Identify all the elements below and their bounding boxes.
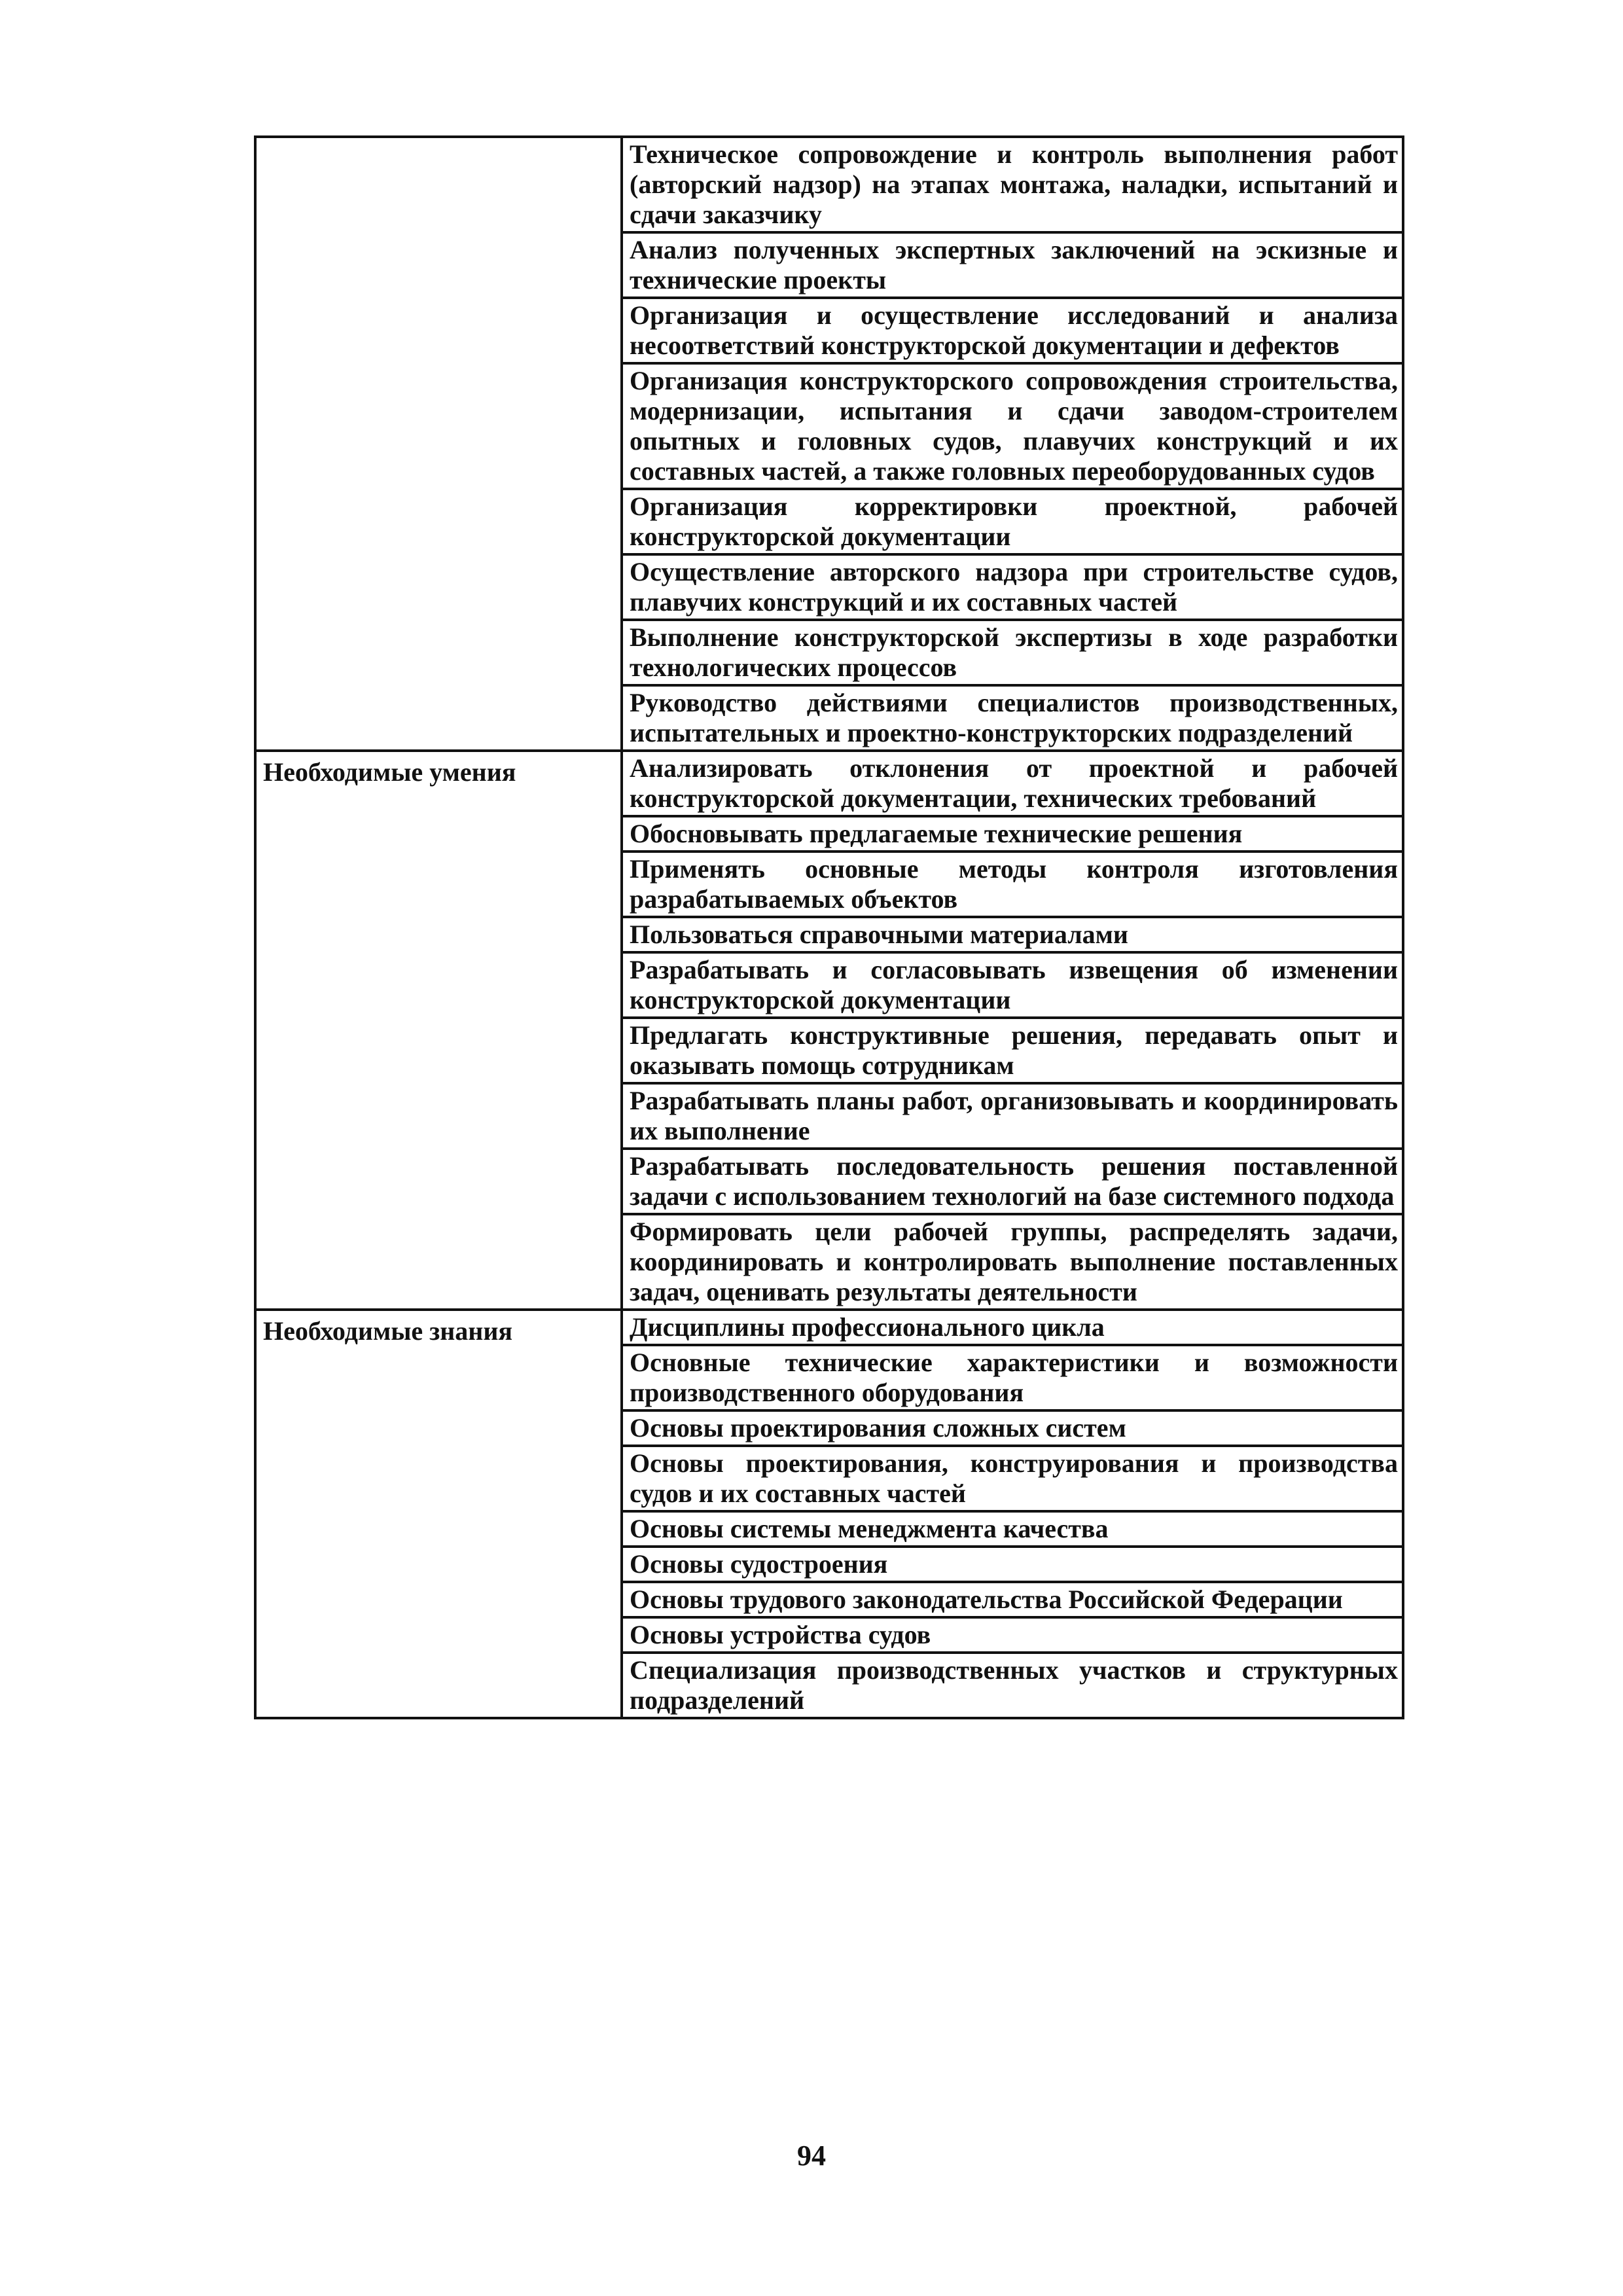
section-items-cell bbox=[622, 1310, 1403, 1718]
requirement-item: Формировать цели рабочей группы, распределять задачи, координировать и контролировать выполнение поставленных задач, оценивать результаты деятельности bbox=[630, 1217, 1398, 1306]
requirement-item: Основы проектирования сложных систем bbox=[623, 1412, 1402, 1447]
section-category-label bbox=[257, 138, 620, 143]
section-category-cell bbox=[255, 1310, 622, 1718]
requirement-item: Дисциплины профессионального цикла bbox=[623, 1311, 1402, 1346]
section-row bbox=[255, 137, 1403, 751]
requirement-item: Разрабатывать и согласовывать извещения об изменении конструкторской документации bbox=[623, 954, 1402, 1019]
requirement-item: Техническое сопровождение и контроль выполнения работ (авторский надзор) на этапах монтажа, наладки, испытаний и сдачи заказчику bbox=[623, 138, 1402, 234]
requirement-item: Разрабатывать планы работ, организовывать и координировать их выполнение bbox=[623, 1085, 1402, 1150]
section-row bbox=[255, 751, 1403, 1310]
requirement-item: Осуществление авторского надзора при строительстве судов, плавучих конструкций и их составных частей bbox=[623, 556, 1402, 621]
requirement-item: Специализация производственных участков и структурных подразделений bbox=[630, 1655, 1398, 1715]
requirement-item: Основные технические характеристики и возможности производственного оборудования bbox=[623, 1346, 1402, 1412]
requirement-item: Руководство действиями специалистов производственных, испытательных и проектно-конструкторских подразделений bbox=[630, 688, 1398, 747]
requirement-item: Разрабатывать последовательность решения поставленной задачи с использованием технологий на базе системного подхода bbox=[623, 1150, 1402, 1215]
section-category-cell bbox=[255, 751, 622, 1310]
requirements-table bbox=[254, 135, 1404, 1719]
requirement-item: Организация конструкторского сопровождения строительства, модернизации, испытания и сдачи заводом-строителем опытных и головных судов, плавучих конструкций и их составных частей, а также головных переоборудованных судов bbox=[623, 365, 1402, 490]
requirement-item: Применять основные методы контроля изготовления разрабатываемых объектов bbox=[623, 853, 1402, 918]
section-category-label: Необходимые умения bbox=[263, 757, 516, 787]
section-items-cell bbox=[622, 751, 1403, 1310]
section-category-cell bbox=[255, 137, 622, 751]
section-category-label: Необходимые знания bbox=[263, 1316, 513, 1346]
requirement-item: Организация корректировки проектной, рабочей конструкторской документации bbox=[623, 490, 1402, 556]
requirement-item: Предлагать конструктивные решения, передавать опыт и оказывать помощь сотрудникам bbox=[623, 1019, 1402, 1085]
requirement-item: Основы устройства судов bbox=[623, 1619, 1402, 1654]
requirement-item: Основы судостроения bbox=[623, 1548, 1402, 1583]
requirement-item: Основы трудового законодательства Российской Федерации bbox=[623, 1583, 1402, 1619]
section-row bbox=[255, 1310, 1403, 1718]
requirement-item: Организация и осуществление исследований и анализа несоответствий конструкторской документации и дефектов bbox=[623, 299, 1402, 365]
requirement-item: Основы системы менеджмента качества bbox=[623, 1513, 1402, 1548]
section-items-cell bbox=[622, 137, 1403, 751]
requirement-item: Выполнение конструкторской экспертизы в ходе разработки технологических процессов bbox=[623, 621, 1402, 687]
document-page bbox=[254, 135, 1402, 1719]
requirement-item: Анализ полученных экспертных заключений на эскизные и технические проекты bbox=[623, 234, 1402, 299]
page-number: 94 bbox=[797, 2140, 826, 2172]
requirement-item: Обосновывать предлагаемые технические решения bbox=[623, 817, 1402, 853]
requirements-table-body bbox=[255, 137, 1403, 1718]
requirement-item: Основы проектирования, конструирования и производства судов и их составных частей bbox=[623, 1447, 1402, 1513]
requirement-item: Анализировать отклонения от проектной и рабочей конструкторской документации, технических требований bbox=[623, 752, 1402, 817]
requirement-item: Пользоваться справочными материалами bbox=[623, 918, 1402, 954]
